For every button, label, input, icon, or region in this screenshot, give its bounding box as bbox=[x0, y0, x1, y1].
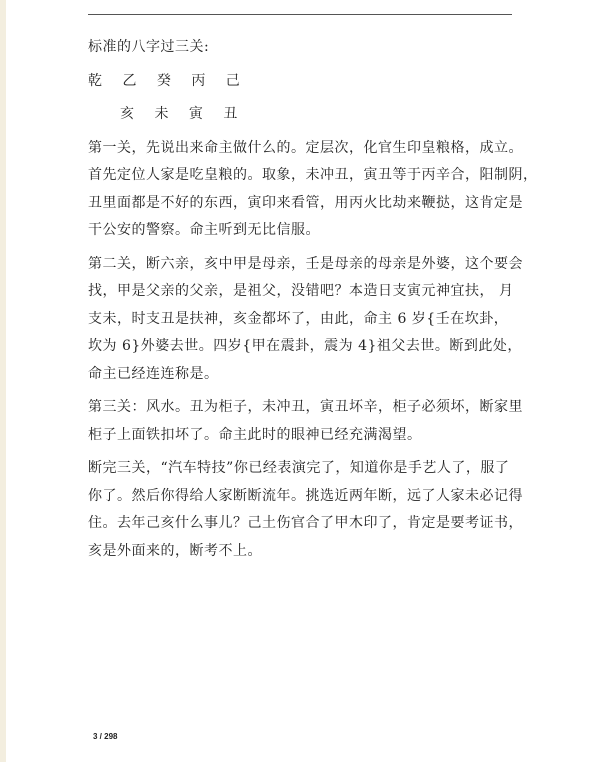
paragraph-line: 你了。然后你得给人家断断流年。挑选近两年断，远了人家未必记得 bbox=[88, 487, 523, 504]
paragraph-line: 命主已经连连称是。 bbox=[88, 365, 219, 382]
page-number: 3 / 298 bbox=[93, 732, 118, 741]
paragraph-first-pass bbox=[88, 135, 538, 245]
bazi-chart-row-branches: 亥 未 寅 丑 bbox=[120, 106, 246, 122]
paragraph-line: 坎为 6}外婆去世。四岁{甲在震卦，震为 4}祖父去世。断到此处， bbox=[88, 338, 522, 354]
paragraph-line: 首先定位人家是吃皇粮的。取象，未冲丑，寅丑等于丙辛合，阳制阴， bbox=[88, 167, 538, 183]
document-heading: 标准的八字过三关: bbox=[88, 39, 210, 55]
bazi-chart-row-stems: 乾 乙 癸 丙 己 bbox=[88, 72, 248, 89]
paragraph-line: 断完三关，“汽车特技”你已经表演完了，知道你是手艺人了，服了 bbox=[88, 460, 510, 476]
header-rule bbox=[88, 14, 512, 15]
paragraph-line: 丑里面都是不好的东西，寅印来看管，用丙火比劫来鞭挞，这肯定是 bbox=[88, 194, 523, 211]
paragraph-line: 第二关，断六亲，亥中甲是母亲，壬是母亲的母亲是外婆，这个要会 bbox=[88, 255, 523, 272]
paragraph-line: 柜子上面铁扣坏了。命主此时的眼神已经充满渴望。 bbox=[88, 426, 422, 443]
paragraph-second-pass bbox=[88, 251, 528, 389]
paragraph-line: 找，甲是父亲的父亲，是祖父，没错吧？本造日支寅元神宜扶， 月 bbox=[88, 283, 514, 299]
paragraph-line: 第三关：风水。丑为柜子，未冲丑，寅丑坏辛，柜子必须坏，断家里 bbox=[88, 399, 523, 415]
paragraph-line: 住。去年己亥什么事儿？己土伤官合了甲木印了，肯定是要考证书， bbox=[88, 515, 523, 531]
paragraph-line: 支未，时支丑是扶神，亥金都坏了，由此，命主 6 岁{壬在坎卦， bbox=[88, 310, 509, 327]
paragraph-line: 第一关，先说出来命主做什么的。定层次，化官生印皇粮格，成立。 bbox=[88, 139, 523, 156]
paragraph-third-pass bbox=[88, 394, 528, 449]
paragraph-line: 亥是外面来的，断考不上。 bbox=[88, 542, 262, 559]
document-body bbox=[88, 34, 538, 565]
paragraph-conclusion bbox=[88, 455, 528, 565]
paragraph-line: 干公安的警察。命主听到无比信服。 bbox=[88, 222, 320, 238]
